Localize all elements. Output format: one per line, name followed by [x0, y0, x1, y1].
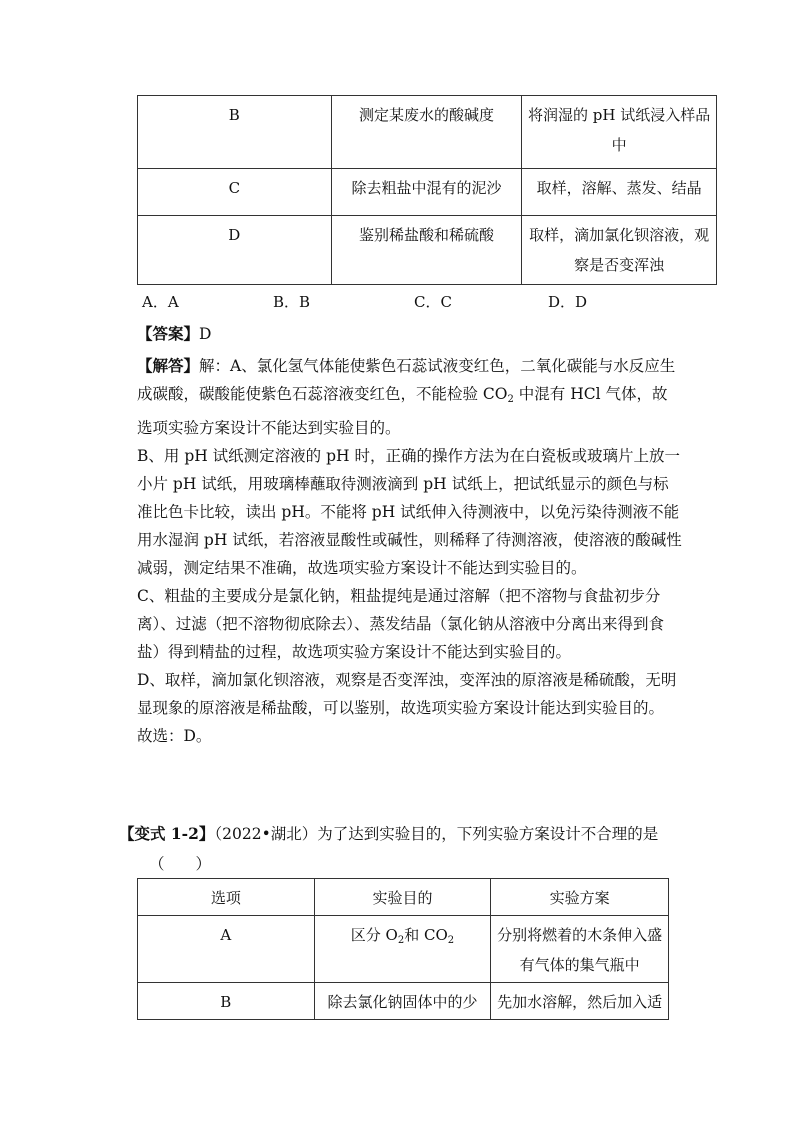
header-method: 实验方案: [491, 879, 669, 916]
table-row: [138, 216, 717, 285]
solution-text-a2: 中混有 HCl 气体，故选项实验方案设计不能达到实验目的。: [137, 385, 668, 437]
option-cell: B: [138, 983, 315, 1020]
purpose-text-1: 区分 O: [350, 926, 398, 944]
method-cell: 先加水溶解，然后加入适: [491, 983, 669, 1020]
method-cell: 分别将燃着的木条伸入盛有气体的集气瓶中: [491, 916, 669, 983]
solution-label: 【解答】: [137, 356, 200, 375]
method-cell: 取样，溶解、蒸发、结晶: [522, 169, 717, 216]
table-row: [138, 169, 717, 216]
choice-c: C．C: [414, 293, 452, 311]
solution-part-a: [137, 352, 682, 442]
choice-d: D．D: [548, 293, 588, 311]
solution-part-b: B、用 pH 试纸测定溶液的 pH 时，正确的操作方法为在白瓷板或玻璃片上放一小片 pH 试纸，用玻璃棒蘸取待测液滴到 pH 试纸上，把试纸显示的颜色与标准比色卡比较，读出 pH。不能将 pH 试纸伸入待测液中，以免污染待测液不能用水湿润 pH 试纸，若溶液显酸性或碱性，则稀释了待测溶液，使溶液的酸碱性减弱，测定结果不准确，故选项实验方案设计不能达到实验目的。: [137, 447, 682, 577]
solution-text-a1: 解：A、氯化氢气体能使紫色石蕊试液变红色，二氧化碳能与水反应生成碳酸，碳酸能使紫色石蕊溶液变红色，不能检验 CO: [137, 357, 676, 403]
option-cell: A: [138, 916, 315, 983]
solution-conclusion: 故选：D。: [137, 727, 212, 745]
purpose-cell: 除去粗盐中混有的泥沙: [331, 169, 522, 216]
experiment-table-2: [137, 878, 669, 1020]
answer-blank: （ ）: [149, 855, 212, 873]
subscript: 2: [397, 935, 405, 946]
variant-text: （2022•湖北）为了达到实验目的，下列实验方案设计不合理的是: [214, 825, 659, 843]
answer-label: 【答案】: [137, 324, 200, 343]
variant-label: 【变式 1-2】: [119, 824, 215, 843]
solution-part-c: C、粗盐的主要成分是氯化钠，粗盐提纯是通过溶解（把不溶物与食盐初步分离）、过滤（把不溶物彻底除去）、蒸发结晶（氯化钠从溶液中分离出来得到食盐）得到精盐的过程，故选项实验方案设计不能达到实验目的。: [137, 587, 665, 661]
table-row: [138, 96, 717, 169]
option-cell: D: [138, 216, 332, 285]
header-option: 选项: [138, 879, 315, 916]
choice-b: B．B: [273, 293, 311, 311]
method-cell: 将润湿的 pH 试纸浸入样品中: [522, 96, 717, 169]
subscript: 2: [447, 935, 455, 946]
purpose-cell: 鉴别稀盐酸和稀硫酸: [331, 216, 522, 285]
answer-choices: [142, 291, 587, 313]
solution: [137, 352, 682, 750]
answer-value: D: [199, 325, 212, 343]
header-purpose: 实验目的: [314, 879, 491, 916]
option-cell: B: [138, 96, 332, 169]
purpose-cell: 测定某废水的酸碱度: [331, 96, 522, 169]
experiment-table-1: [137, 95, 717, 285]
subscript: 2: [507, 394, 514, 405]
purpose-text-2: 和 CO: [404, 926, 448, 944]
choice-a: A．A: [142, 293, 179, 311]
answer-line: [137, 320, 682, 348]
solution-part-d: D、取样，滴加氯化钡溶液，观察是否变浑浊，变浑浊的原溶液是稀硫酸，无明显现象的原溶液是稀盐酸，可以鉴别，故选项实验方案设计能达到实验目的。: [137, 671, 677, 717]
option-cell: C: [138, 169, 332, 216]
method-cell: 取样，滴加氯化钡溶液，观察是否变浑浊: [522, 216, 717, 285]
variant-question: [119, 820, 689, 848]
purpose-cell: [314, 916, 491, 983]
table-row: [138, 983, 669, 1020]
table-row: [138, 916, 669, 983]
purpose-cell: 除去氯化钠固体中的少: [314, 983, 491, 1020]
table-header-row: [138, 879, 669, 916]
